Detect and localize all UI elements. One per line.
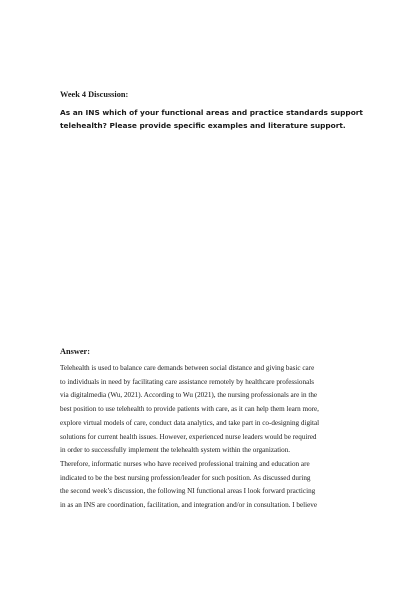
answer-line: explore virtual models of care, conduct data analytics, and take part in co-designing digital — [60, 418, 320, 427]
answer-line: in order to successfully implement the telehealth system within the organization. — [60, 446, 291, 455]
answer-line: best position to use telehealth to provide patients with care, as it can help them learn more, — [60, 405, 319, 414]
answer-line: the second week’s discussion, the following NI functional areas I look forward practicing — [60, 487, 316, 496]
answer-line: in as an INS are coordination, facilitation, and integration and/or in consultation. I believe — [60, 501, 317, 510]
question-line: telehealth? Please provide specific examples and literature support. — [60, 121, 346, 130]
answer-line: indicated to be the best nursing profession/leader for such position. As discussed during — [60, 473, 311, 482]
answer-line: solutions for current health issues. However, experienced nurse leaders would be required — [60, 432, 317, 441]
discussion-heading: Week 4 Discussion: — [60, 90, 129, 99]
answer-line: Therefore, informatic nurses who have received professional training and education are — [60, 459, 310, 468]
answer-heading: Answer: — [60, 347, 90, 356]
discussion-question — [60, 106, 363, 132]
answer-line: via digitalmedia (Wu, 2021). According to Wu (2021), the nursing professionals are in the — [60, 391, 318, 400]
question-line: As an INS which of your functional areas and practice standards support — [60, 108, 363, 117]
answer-line: to individuals in need by facilitating care assistance remotely by healthcare professionals — [60, 377, 315, 386]
answer-paragraph — [60, 362, 360, 513]
answer-line: Telehealth is used to balance care demands between social distance and giving basic care — [60, 364, 315, 372]
